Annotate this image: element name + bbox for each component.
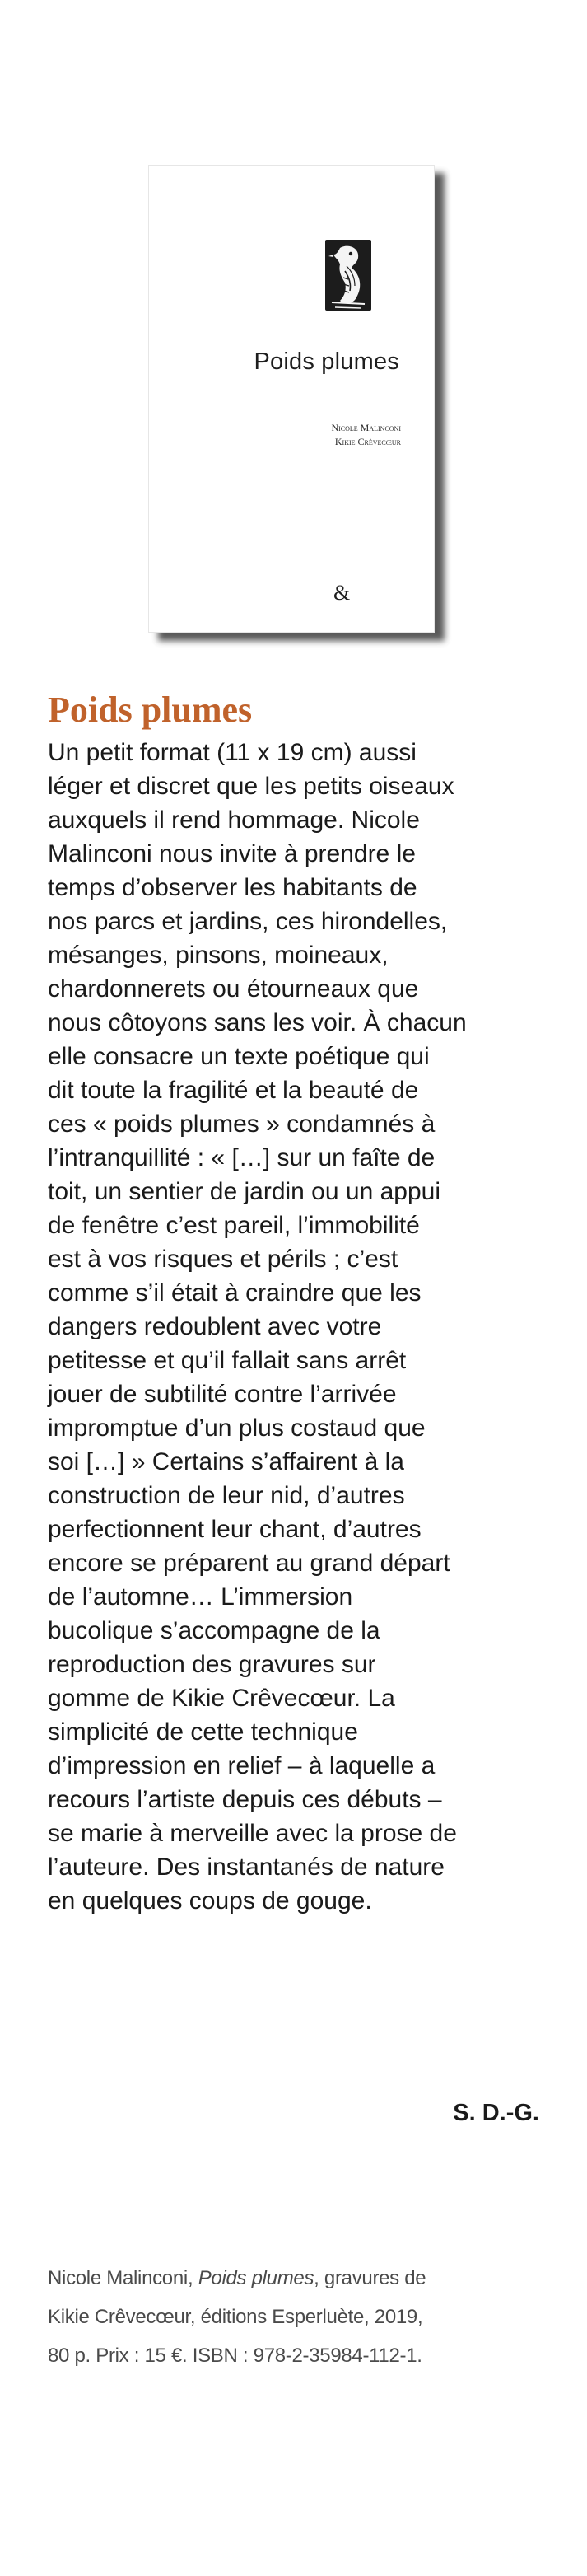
article-line: mésanges, pinsons, moineaux, xyxy=(48,942,389,969)
article-line: recours l’artiste depuis ces débuts – xyxy=(48,1786,442,1813)
article-line: Malinconi nous invite à prendre le xyxy=(48,840,416,867)
article-line: ces « poids plumes » condamnés à xyxy=(48,1110,436,1138)
article-line: nos parcs et jardins, ces hirondelles, xyxy=(48,908,448,935)
article-line: gomme de Kikie Crêvecœur. La xyxy=(48,1685,395,1712)
book-cover xyxy=(148,165,435,633)
cover-authors xyxy=(198,421,401,449)
article-line: bucolique s’accompagne de la xyxy=(48,1617,380,1644)
reference-author: Nicole Malinconi, xyxy=(48,2267,198,2289)
article-line: dangers redoublent avec votre xyxy=(48,1313,382,1340)
article-line: reproduction des gravures sur xyxy=(48,1651,376,1678)
article-line: soi […] » Certains s’affairent à la xyxy=(48,1448,404,1475)
article-line: petitesse et qu’il fallait sans arrêt xyxy=(48,1347,407,1374)
article-title: Poids plumes xyxy=(48,690,253,730)
article-line: chardonnerets ou étourneaux que xyxy=(48,975,419,1003)
article-line: jouer de subtilité contre l’arrivée xyxy=(48,1381,397,1408)
article-line: impromptue d’un plus costaud que xyxy=(48,1414,426,1442)
article-signature: S. D.-G. xyxy=(453,2100,539,2126)
article-line: perfectionnent leur chant, d’autres xyxy=(48,1516,422,1543)
reference-book-title: Poids plumes xyxy=(198,2267,314,2289)
article-line: l’intranquillité : « […] sur un faîte de xyxy=(48,1144,436,1171)
bird-engraving-icon xyxy=(324,238,373,312)
article-line: est à vos risques et périls ; c’est xyxy=(48,1246,398,1273)
article-line: de l’automne… L’immersion xyxy=(48,1583,353,1611)
article-line: construction de leur nid, d’autres xyxy=(48,1482,405,1509)
article-line: encore se préparent au grand départ xyxy=(48,1550,450,1577)
article-line: Un petit format (11 x 19 cm) aussi xyxy=(48,739,417,766)
article-line: temps d’observer les habitants de xyxy=(48,874,417,901)
cover-author-writer: Nicole Malinconi xyxy=(331,422,401,433)
article-line: dit toute la fragilité et la beauté de xyxy=(48,1077,419,1104)
cover-title: Poids plumes xyxy=(254,348,399,375)
reference-line-1-rest: , gravures de xyxy=(314,2267,426,2289)
article-line: toit, un sentier de jardin ou un appui xyxy=(48,1178,440,1205)
publisher-mark: & xyxy=(333,581,351,605)
article-line: de fenêtre c’est pareil, l’immobilité xyxy=(48,1212,420,1239)
article-line: auxquels il rend hommage. Nicole xyxy=(48,806,420,834)
article-line: nous côtoyons sans les voir. À chacun xyxy=(48,1009,467,1036)
article-line: d’impression en relief – à laquelle a xyxy=(48,1752,436,1779)
reference-line-1 xyxy=(48,2259,566,2298)
reference-line-3: 80 p. Prix : 15 €. ISBN : 978-2-35984-112-1. xyxy=(48,2345,422,2367)
cover-author-illustrator: Kikie Crèvecœur xyxy=(334,436,401,447)
article-line: se marie à merveille avec la prose de xyxy=(48,1820,457,1847)
article-line: comme s’il était à craindre que les xyxy=(48,1279,422,1307)
article-line: elle consacre un texte poétique qui xyxy=(48,1043,430,1070)
book-reference xyxy=(48,2259,566,2375)
article-body xyxy=(48,736,557,1918)
article-line: léger et discret que les petits oiseaux xyxy=(48,773,454,800)
article-line: l’auteure. Des instantanés de nature xyxy=(48,1854,445,1881)
cover-page xyxy=(148,165,435,633)
article-line: en quelques coups de gouge. xyxy=(48,1887,372,1914)
article-line: simplicité de cette technique xyxy=(48,1718,358,1746)
reference-line-2: Kikie Crêvecœur, éditions Esperluète, 2019, xyxy=(48,2306,423,2328)
